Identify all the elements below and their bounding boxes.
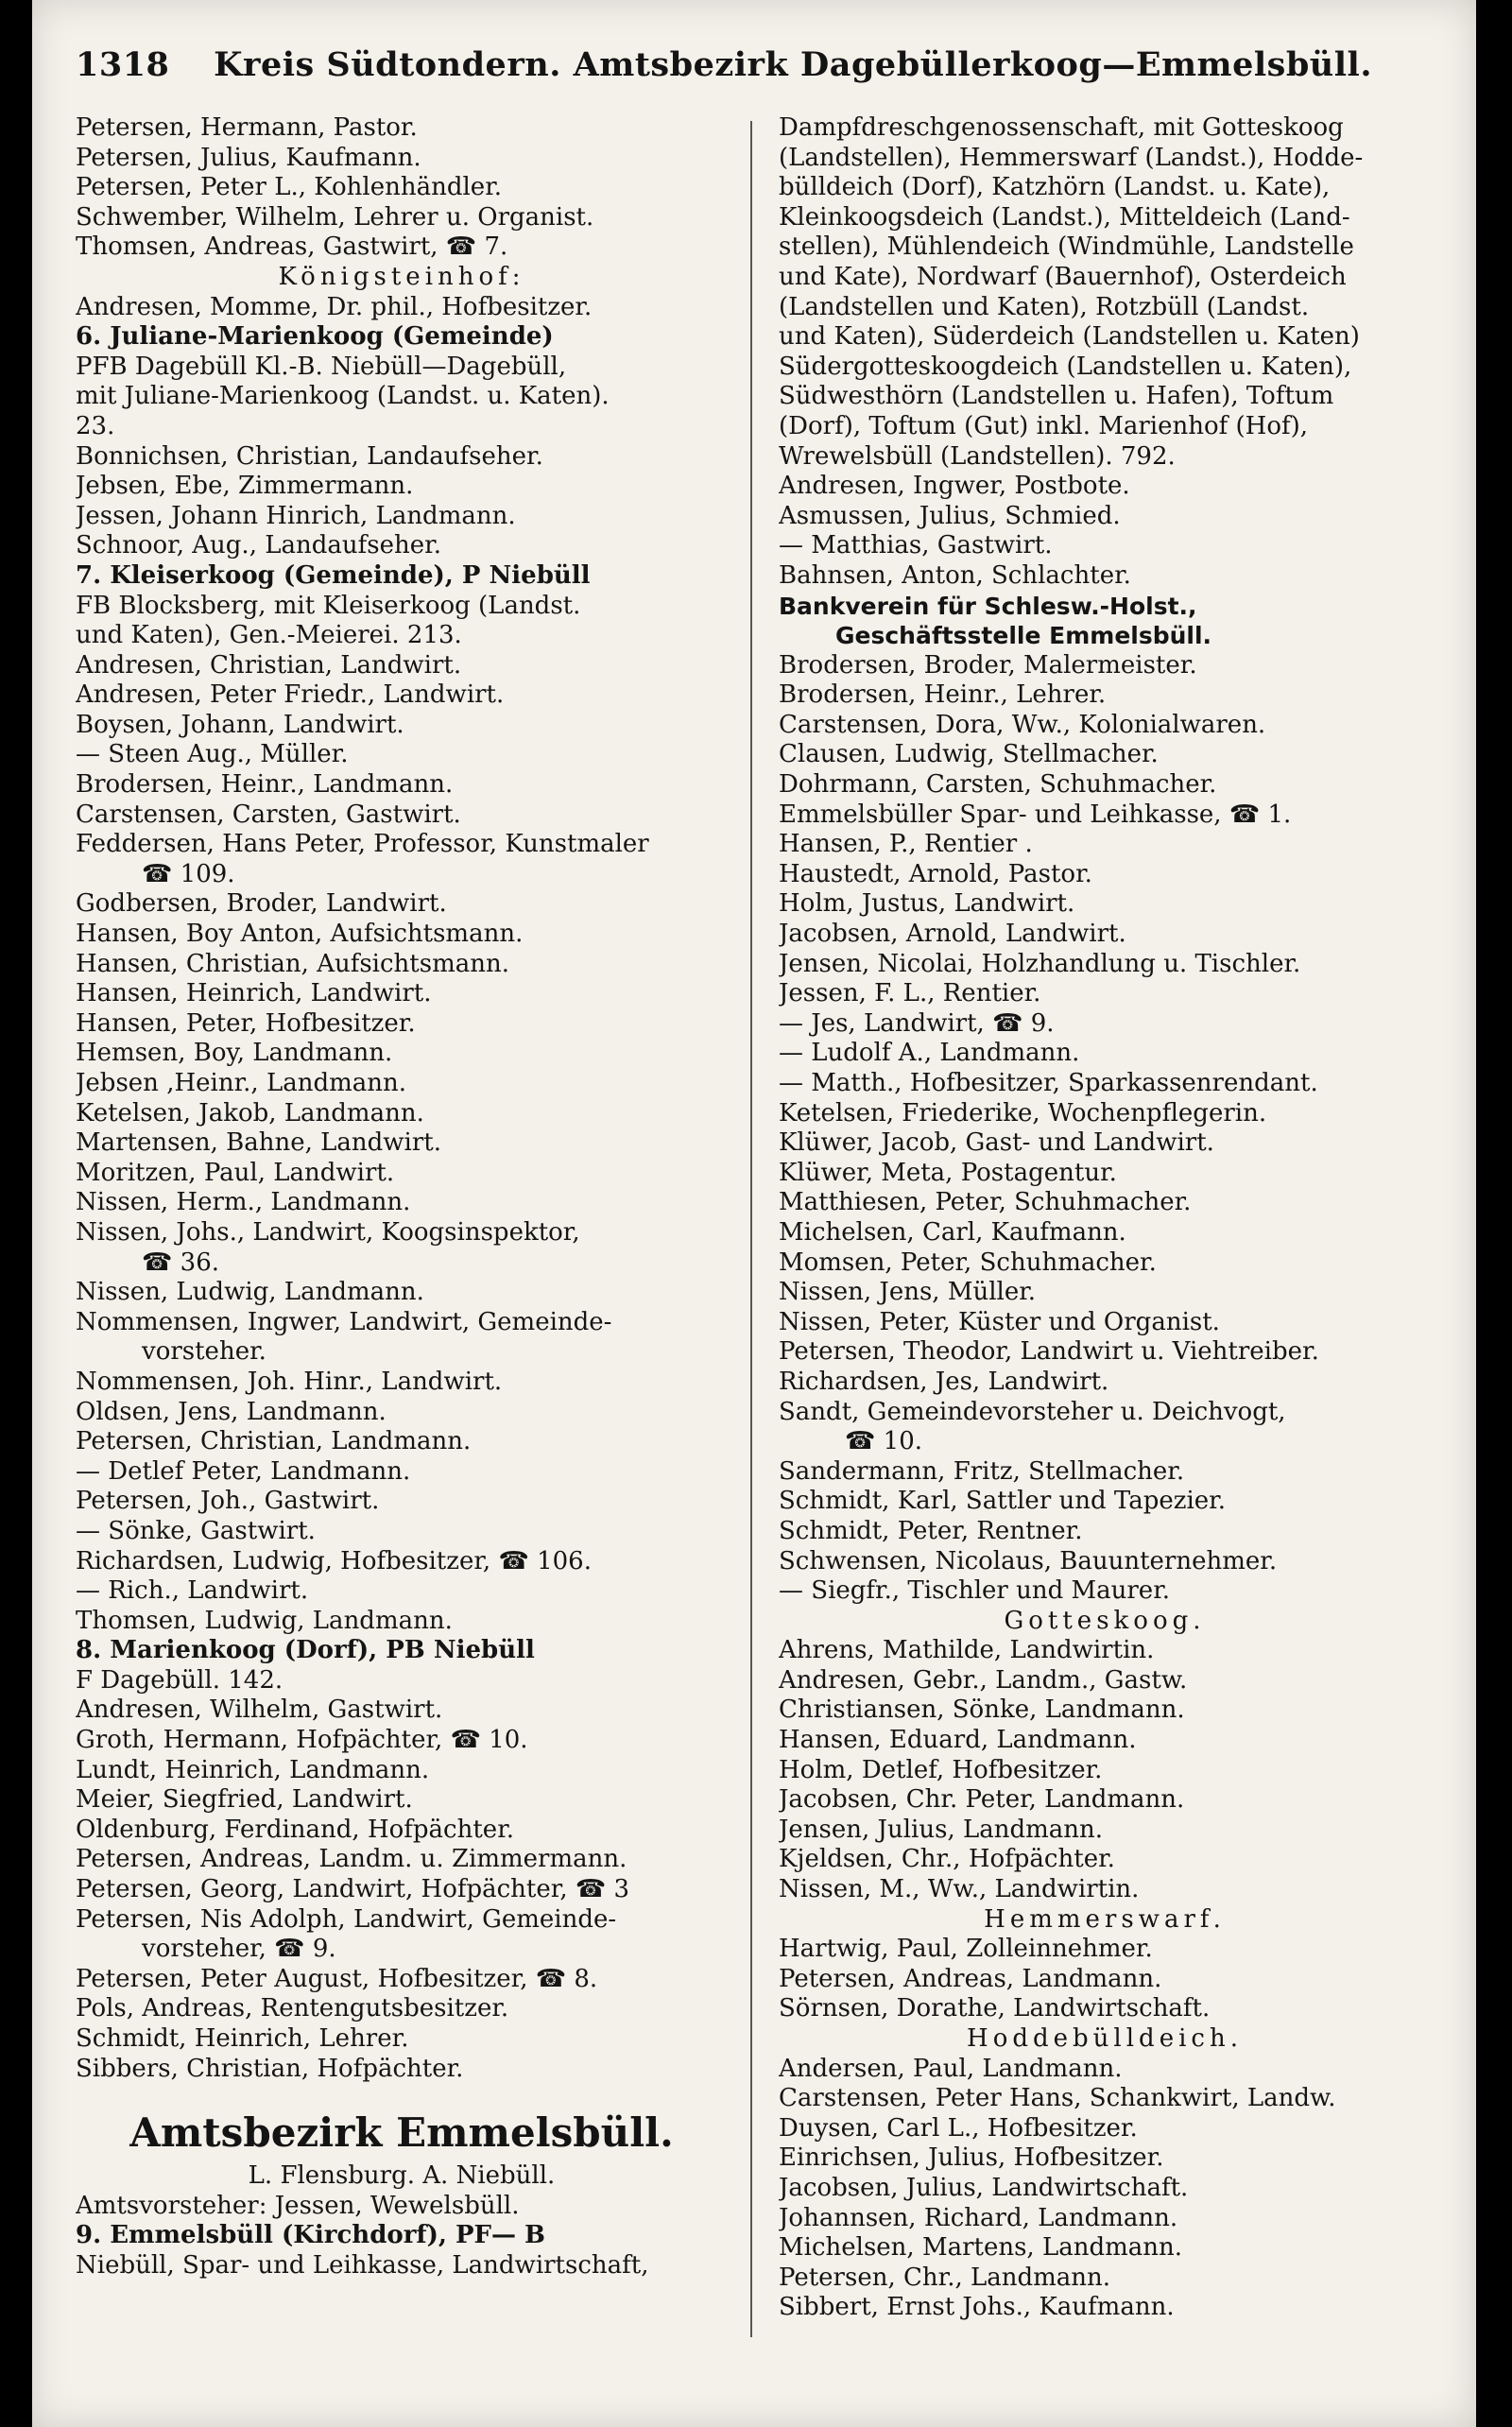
directory-entry: Sibbert, Ernst Johs., Kaufmann. — [779, 2293, 1175, 2322]
directory-entry: — Jes, Landwirt, ☎ 9. — [779, 1008, 1055, 1038]
directory-entry: Niebüll, Spar- und Leihkasse, Landwirtschaft, — [76, 2250, 649, 2280]
locality-heading: Hoddebülldeich. — [967, 2024, 1243, 2053]
directory-entry: Hemsen, Boy, Landmann. — [76, 1039, 393, 1068]
directory-entry: bülldeich (Dorf), Katzhörn (Landst. u. Kate), — [779, 173, 1331, 202]
directory-entry: Nissen, M., Ww., Landwirtin. — [779, 1875, 1140, 1904]
district-title: Amtsbezirk Emmelsbüll. — [129, 2109, 674, 2157]
entry-continuation: ☎ 36. — [142, 1248, 219, 1277]
column-divider — [750, 121, 752, 2337]
directory-entry: Jacobsen, Arnold, Landwirt. — [779, 920, 1126, 949]
directory-entry: Thomsen, Andreas, Gastwirt, ☎ 7. — [76, 232, 508, 262]
directory-entry: — Ludolf A., Landmann. — [779, 1039, 1080, 1068]
directory-entry: Richardsen, Jes, Landwirt. — [779, 1367, 1109, 1396]
directory-entry: Carstensen, Peter Hans, Schankwirt, Landw. — [779, 2084, 1336, 2113]
directory-entry: — Detlef Peter, Landmann. — [76, 1456, 411, 1486]
directory-entry: Martensen, Bahne, Landwirt. — [76, 1128, 442, 1158]
directory-entry: Asmussen, Julius, Schmied. — [779, 501, 1121, 530]
directory-entry: Jacobsen, Chr. Peter, Landmann. — [779, 1785, 1185, 1815]
directory-entry: Nommensen, Joh. Hinr., Landwirt. — [76, 1367, 503, 1396]
directory-entry: Meier, Siegfried, Landwirt. — [76, 1785, 413, 1815]
directory-entry: PFB Dagebüll Kl.-B. Niebüll—Dagebüll, — [76, 352, 567, 381]
locality-heading: Hemmerswarf. — [984, 1904, 1226, 1934]
directory-entry: Bahnsen, Anton, Schlachter. — [779, 560, 1131, 590]
directory-entry: Petersen, Peter August, Hofbesitzer, ☎ 8. — [76, 1964, 598, 1993]
directory-entry: Haustedt, Arnold, Pastor. — [779, 859, 1092, 888]
directory-entry: Nissen, Peter, Küster und Organist. — [779, 1307, 1220, 1336]
directory-entry: Momsen, Peter, Schuhmacher. — [779, 1248, 1157, 1277]
directory-entry: Matthiesen, Peter, Schuhmacher. — [779, 1188, 1192, 1217]
directory-entry: Duysen, Carl L., Hofbesitzer. — [779, 2113, 1138, 2143]
directory-entry: Pols, Andreas, Rentengutsbesitzer. — [76, 1994, 509, 2023]
directory-entry: Godbersen, Broder, Landwirt. — [76, 889, 447, 919]
directory-entry: Sörnsen, Dorathe, Landwirtschaft. — [779, 1994, 1211, 2023]
page-number: 1318 — [76, 45, 170, 84]
right-column — [779, 113, 1431, 2401]
directory-entry: — Steen Aug., Müller. — [76, 740, 349, 769]
directory-entry: Jensen, Nicolai, Holzhandlung u. Tischler. — [779, 949, 1301, 978]
directory-entry: Feddersen, Hans Peter, Professor, Kunstmaler — [76, 830, 649, 859]
directory-entry: Jessen, Johann Hinrich, Landmann. — [76, 501, 516, 530]
directory-entry: Ahrens, Mathilde, Landwirtin. — [779, 1636, 1155, 1665]
directory-entry: Schmidt, Heinrich, Lehrer. — [76, 2024, 409, 2053]
directory-entry: Ketelsen, Jakob, Landmann. — [76, 1098, 424, 1127]
directory-entry: Ketelsen, Friederike, Wochenpflegerin. — [779, 1098, 1267, 1127]
locality-heading: Königsteinhof: — [278, 262, 525, 291]
directory-entry: Kleinkoogsdeich (Landst.), Mitteldeich (Land- — [779, 202, 1350, 232]
directory-entry: stellen), Mühlendeich (Windmühle, Landstelle — [779, 232, 1354, 262]
bank-advert-line: Geschäftsstelle Emmelsbüll. — [835, 622, 1212, 650]
directory-entry: Südergotteskoogdeich (Landstellen u. Katen), — [779, 352, 1352, 381]
directory-entry: Amtsvorsteher: Jessen, Wewelsbüll. — [76, 2191, 520, 2220]
directory-entry: — Siegfr., Tischler und Maurer. — [779, 1576, 1171, 1606]
directory-entry: Lundt, Heinrich, Landmann. — [76, 1755, 430, 1784]
directory-entry: Kjeldsen, Chr., Hofpächter. — [779, 1845, 1115, 1874]
directory-entry: Clausen, Ludwig, Stellmacher. — [779, 740, 1159, 769]
directory-entry: Petersen, Hermann, Pastor. — [76, 113, 418, 142]
directory-entry: F Dagebüll. 142. — [76, 1665, 284, 1695]
directory-entry: Michelsen, Carl, Kaufmann. — [779, 1217, 1126, 1247]
directory-entry: Hansen, P., Rentier . — [779, 830, 1033, 859]
directory-entry: Klüwer, Meta, Postagentur. — [779, 1158, 1117, 1187]
directory-entry: Michelsen, Martens, Landmann. — [779, 2233, 1183, 2263]
district-subtitle: L. Flensburg. A. Niebüll. — [248, 2161, 556, 2191]
directory-entry: Hansen, Eduard, Landmann. — [779, 1726, 1137, 1755]
entry-continuation: vorsteher. — [142, 1337, 266, 1367]
directory-entry: Thomsen, Ludwig, Landmann. — [76, 1606, 453, 1635]
page-header — [76, 45, 1373, 104]
directory-entry: Emmelsbüller Spar- und Leihkasse, ☎ 1. — [779, 800, 1292, 829]
directory-entry: Brodersen, Heinr., Landmann. — [76, 770, 454, 800]
directory-entry: Petersen, Peter L., Kohlenhändler. — [76, 173, 503, 202]
directory-entry: Boysen, Johann, Landwirt. — [76, 710, 404, 739]
directory-entry: Nommensen, Ingwer, Landwirt, Gemeinde- — [76, 1307, 612, 1336]
left-column — [76, 113, 728, 2401]
municipality-heading: 6. Juliane-Marienkoog (Gemeinde) — [76, 322, 554, 352]
directory-entry: Sandermann, Fritz, Stellmacher. — [779, 1456, 1185, 1486]
directory-entry: Schmidt, Karl, Sattler und Tapezier. — [779, 1487, 1227, 1516]
directory-entry: Nissen, Herm., Landmann. — [76, 1188, 411, 1217]
directory-entry: Hansen, Heinrich, Landwirt. — [76, 979, 432, 1008]
entry-continuation: ☎ 10. — [845, 1427, 922, 1456]
directory-entry: Petersen, Julius, Kaufmann. — [76, 143, 421, 172]
directory-entry: Brodersen, Heinr., Lehrer. — [779, 680, 1107, 710]
directory-entry: Einrichsen, Julius, Hofbesitzer. — [779, 2143, 1164, 2173]
directory-entry: Nissen, Ludwig, Landmann. — [76, 1278, 424, 1307]
directory-entry: Andresen, Ingwer, Postbote. — [779, 472, 1130, 501]
running-title: Kreis Südtondern. Amtsbezirk Dagebüllerkoog—Emmelsbüll. — [214, 45, 1373, 84]
directory-entry: Hansen, Peter, Hofbesitzer. — [76, 1008, 416, 1038]
directory-entry: (Landstellen und Katen), Rotzbüll (Landst. — [779, 292, 1310, 321]
directory-entry: (Landstellen), Hemmerswarf (Landst.), Hodde- — [779, 143, 1364, 172]
directory-entry: Groth, Hermann, Hofpächter, ☎ 10. — [76, 1726, 528, 1755]
directory-entry: Carstensen, Dora, Ww., Kolonialwaren. — [779, 710, 1266, 739]
directory-entry: Andresen, Wilhelm, Gastwirt. — [76, 1695, 443, 1725]
directory-entry: Hartwig, Paul, Zolleinnehmer. — [779, 1935, 1153, 1964]
directory-entry: Christiansen, Sönke, Landmann. — [779, 1695, 1185, 1725]
directory-entry: Petersen, Georg, Landwirt, Hofpächter, ☎ 3 — [76, 1875, 630, 1904]
directory-entry: — Matth., Hofbesitzer, Sparkassenrendant. — [779, 1069, 1318, 1097]
directory-entry: 23. — [76, 411, 115, 440]
directory-entry: und Katen), Gen.-Meierei. 213. — [76, 621, 462, 650]
directory-entry: Schwember, Wilhelm, Lehrer u. Organist. — [76, 202, 594, 232]
directory-entry: — Matthias, Gastwirt. — [779, 531, 1053, 560]
municipality-heading: 8. Marienkoog (Dorf), PB Niebüll — [76, 1636, 535, 1665]
directory-entry: Petersen, Andreas, Landm. u. Zimmermann. — [76, 1845, 627, 1874]
directory-entry: — Rich., Landwirt. — [76, 1576, 309, 1606]
directory-entry: Nissen, Jens, Müller. — [779, 1278, 1037, 1307]
directory-entry: Klüwer, Jacob, Gast- und Landwirt. — [779, 1128, 1214, 1158]
directory-entry: Andresen, Peter Friedr., Landwirt. — [76, 680, 505, 710]
directory-entry: Oldenburg, Ferdinand, Hofpächter. — [76, 1815, 515, 1844]
directory-entry: Brodersen, Broder, Malermeister. — [779, 650, 1197, 680]
directory-entry: Johannsen, Richard, Landmann. — [779, 2203, 1178, 2232]
locality-heading: Gotteskoog. — [1004, 1606, 1206, 1635]
directory-entry: Jebsen ,Heinr., Landmann. — [76, 1069, 407, 1097]
directory-entry: Schnoor, Aug., Landaufseher. — [76, 531, 441, 560]
directory-entry: Hansen, Boy Anton, Aufsichtsmann. — [76, 920, 524, 949]
directory-entry: Petersen, Christian, Landmann. — [76, 1427, 472, 1456]
directory-entry: Petersen, Chr., Landmann. — [779, 2263, 1111, 2292]
directory-entry: Oldsen, Jens, Landmann. — [76, 1397, 387, 1426]
municipality-heading: 9. Emmelsbüll (Kirchdorf), PF— B — [76, 2221, 546, 2250]
directory-entry: (Dorf), Toftum (Gut) inkl. Marienhof (Hof), — [779, 411, 1309, 440]
directory-entry: Dampfdreschgenossenschaft, mit Gotteskoog — [779, 113, 1344, 142]
directory-entry: Jebsen, Ebe, Zimmermann. — [76, 472, 414, 501]
directory-entry: Holm, Detlef, Hofbesitzer. — [779, 1755, 1103, 1784]
directory-entry: FB Blocksberg, mit Kleiserkoog (Landst. — [76, 591, 581, 620]
directory-entry: mit Juliane-Marienkoog (Landst. u. Katen). — [76, 382, 610, 411]
directory-entry: Andresen, Christian, Landwirt. — [76, 650, 462, 680]
directory-entry: Carstensen, Carsten, Gastwirt. — [76, 800, 461, 829]
directory-entry: Sandt, Gemeindevorsteher u. Deichvogt, — [779, 1397, 1286, 1426]
directory-entry: Nissen, Johs., Landwirt, Koogsinspektor, — [76, 1217, 580, 1247]
directory-entry: Schwensen, Nicolaus, Bauunternehmer. — [779, 1546, 1278, 1575]
directory-entry: Petersen, Theodor, Landwirt u. Viehtreiber. — [779, 1337, 1319, 1367]
directory-entry: — Sönke, Gastwirt. — [76, 1516, 316, 1545]
directory-entry: Sibbers, Christian, Hofpächter. — [76, 2054, 464, 2083]
directory-entry: Holm, Justus, Landwirt. — [779, 889, 1075, 919]
directory-entry: und Katen), Süderdeich (Landstellen u. Katen) — [779, 322, 1360, 352]
entry-continuation: ☎ 109. — [142, 859, 235, 888]
directory-entry: Jacobsen, Julius, Landwirtschaft. — [779, 2173, 1189, 2202]
directory-entry: Jessen, F. L., Rentier. — [779, 979, 1041, 1008]
directory-page — [32, 0, 1476, 2427]
directory-entry: Andresen, Gebr., Landm., Gastw. — [779, 1665, 1188, 1695]
directory-entry: Wrewelsbüll (Landstellen). 792. — [779, 441, 1176, 471]
directory-entry: Südwesthörn (Landstellen u. Hafen), Toftum — [779, 382, 1334, 411]
directory-entry: Hansen, Christian, Aufsichtsmann. — [76, 949, 509, 978]
directory-entry: Andersen, Paul, Landmann. — [779, 2054, 1123, 2083]
directory-entry: Bonnichsen, Christian, Landaufseher. — [76, 441, 543, 471]
directory-entry: Petersen, Nis Adolph, Landwirt, Gemeinde- — [76, 1904, 617, 1934]
directory-entry: Moritzen, Paul, Landwirt. — [76, 1158, 395, 1187]
directory-entry: Schmidt, Peter, Rentner. — [779, 1516, 1083, 1545]
directory-entry: Petersen, Andreas, Landmann. — [779, 1964, 1162, 1993]
bank-advert-line: Bankverein für Schlesw.-Holst., — [779, 592, 1197, 620]
directory-entry: Andresen, Momme, Dr. phil., Hofbesitzer. — [76, 292, 593, 321]
directory-entry: Petersen, Joh., Gastwirt. — [76, 1487, 380, 1516]
municipality-heading: 7. Kleiserkoog (Gemeinde), P Niebüll — [76, 560, 591, 590]
directory-entry: und Kate), Nordwarf (Bauernhof), Osterdeich — [779, 262, 1347, 291]
entry-continuation: vorsteher, ☎ 9. — [142, 1935, 336, 1964]
directory-entry: Richardsen, Ludwig, Hofbesitzer, ☎ 106. — [76, 1546, 592, 1575]
directory-entry: Dohrmann, Carsten, Schuhmacher. — [779, 770, 1217, 800]
directory-entry: Jensen, Julius, Landmann. — [779, 1815, 1104, 1844]
